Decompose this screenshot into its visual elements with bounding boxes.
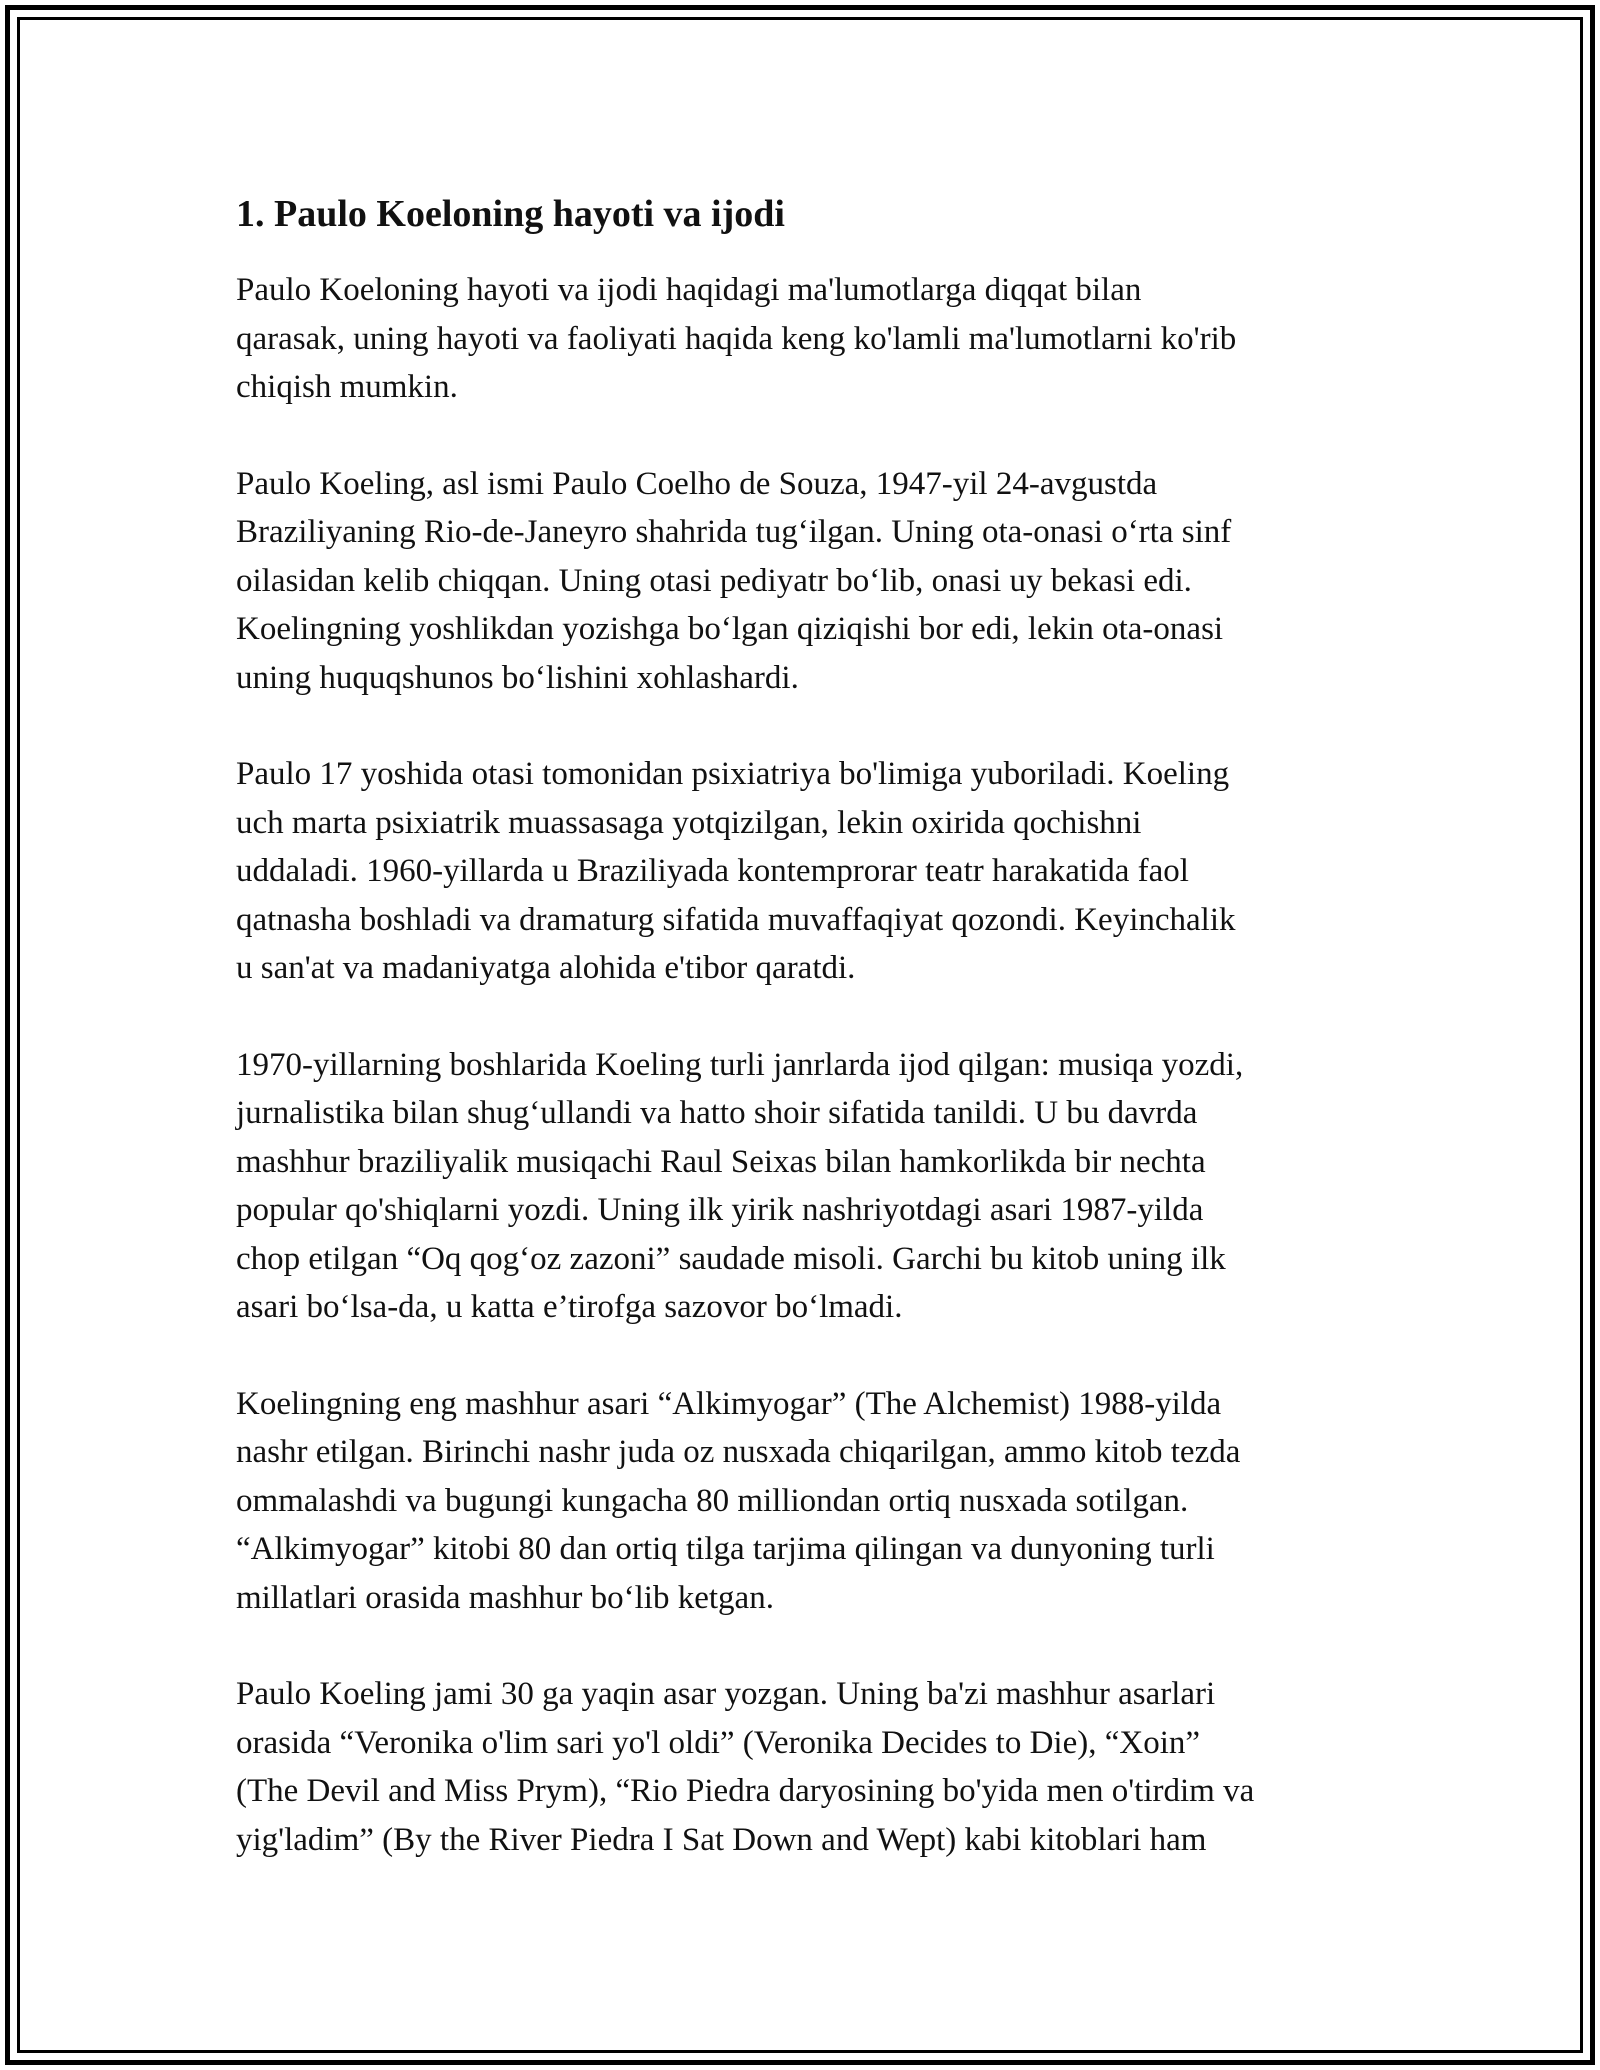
text-line: qarasak, uning hayoti va faoliyati haqida keng ko'lamli ma'lumotlarni ko'rib <box>236 320 1237 357</box>
text-line: millatlari orasida mashhur bo‘lib ketgan. <box>236 1579 774 1616</box>
text-line: popular qo'shiqlarni yozdi. Uning ilk yirik nashriyotdagi asari 1987-yilda <box>236 1192 1204 1228</box>
paragraph-1970s <box>236 1041 1386 1332</box>
text-line: Koelingning eng mashhur asari “Alkimyogar” (The Alchemist) 1988-yilda <box>236 1385 1222 1422</box>
section-heading: 1. Paulo Koeloning hayoti va ijodi <box>236 193 785 235</box>
text-line: (The Devil and Miss Prym), “Rio Piedra daryosining bo'yida men o'tirdim va <box>236 1773 1255 1809</box>
text-line: uch marta psixiatrik muassasaga yotqizilgan, lekin oxirida qochishni <box>236 804 1142 841</box>
text-line: orasida “Veronika o'lim sari yo'l oldi” (Veronika Decides to Die), “Xoin” <box>236 1724 1201 1761</box>
text-line: oilasidan kelib chiqqan. Uning otasi pediyatr bo‘lib, onasi uy bekasi edi. <box>236 562 1192 599</box>
text-line: Paulo Koeloning hayoti va ijodi haqidagi ma'lumotlarga diqqat bilan <box>236 272 1142 308</box>
text-line: Paulo 17 yoshida otasi tomonidan psixiatriya bo'limiga yuboriladi. Koeling <box>236 756 1230 792</box>
text-line: jurnalistika bilan shug‘ullandi va hatto shoir sifatida tanildi. U bu davrda <box>236 1095 1198 1131</box>
document-body <box>236 186 1386 1912</box>
text-line: Paulo Koeling, asl ismi Paulo Coelho de Souza, 1947-yil 24-avgustda <box>236 465 1158 502</box>
text-line: Braziliyaning Rio-de-Janeyro shahrida tug‘ilgan. Uning ota-onasi o‘rta sinf <box>236 514 1232 550</box>
text-line: uning huquqshunos bo‘lishini xohlashardi. <box>236 659 799 696</box>
text-line: uddaladi. 1960-yillarda u Braziliyada kontemprorar teatr harakatida faol <box>236 853 1189 889</box>
paragraph-youth <box>236 750 1386 993</box>
text-line: ommalashdi va bugungi kungacha 80 milliondan ortiq nusxada sotilgan. <box>236 1482 1189 1519</box>
text-line: “Alkimyogar” kitobi 80 dan ortiq tilga tarjima qilingan va dunyoning turli <box>236 1531 1215 1567</box>
text-line: nashr etilgan. Birinchi nashr juda oz nusxada chiqarilgan, ammo kitob tezda <box>236 1434 1241 1470</box>
text-line: mashhur braziliyalik musiqachi Raul Seixas bilan hamkorlikda bir nechta <box>236 1143 1206 1180</box>
text-line: qatnasha boshladi va dramaturg sifatida muvaffaqiyat qozondi. Keyinchalik <box>236 901 1236 938</box>
text-line: yig'ladim” (By the River Piedra I Sat Down and Wept) kabi kitoblari ham <box>236 1821 1207 1858</box>
text-line: asari bo‘lsa-da, u katta e’tirofga sazovor bo‘lmadi. <box>236 1289 903 1325</box>
paragraph-intro <box>236 266 1386 412</box>
text-line: 1970-yillarning boshlarida Koeling turli janrlarda ijod qilgan: musiqa yozdi, <box>236 1046 1244 1083</box>
text-line: Koelingning yoshlikdan yozishga bo‘lgan qiziqishi bor edi, lekin ota-onasi <box>236 611 1224 647</box>
text-line: chiqish mumkin. <box>236 369 458 405</box>
text-line: u san'at va madaniyatga alohida e'tibor qaratdi. <box>236 950 856 986</box>
paragraph-birth <box>236 460 1386 703</box>
text-line: chop etilgan “Oq qog‘oz zazoni” saudade misoli. Garchi bu kitob uning ilk <box>236 1240 1226 1277</box>
text-line: Paulo Koeling jami 30 ga yaqin asar yozgan. Uning ba'zi mashhur asarlari <box>236 1676 1216 1712</box>
paragraph-alchemist <box>236 1380 1386 1623</box>
paragraph-works <box>236 1670 1386 1864</box>
